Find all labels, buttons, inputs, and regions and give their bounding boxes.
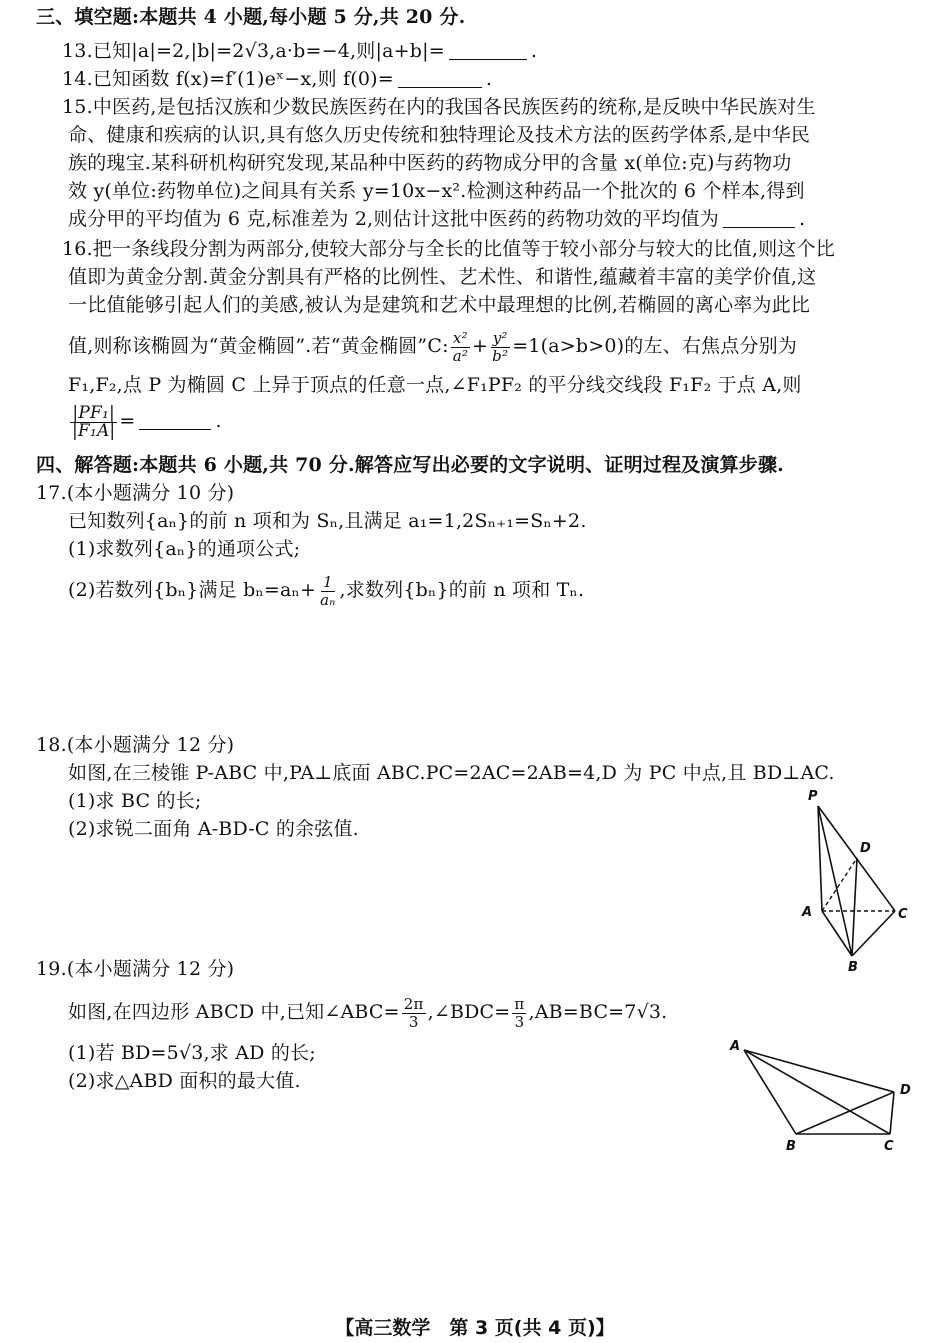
q15-line-5 xyxy=(68,206,918,232)
q16-line-4 xyxy=(68,326,918,366)
q18-part-2: (2)求锐二面角 A-BD-C 的余弦值. xyxy=(68,818,359,840)
q19-stem-text: 如图,在四边形 ABCD 中,已知∠ABC= xyxy=(68,1001,400,1023)
q15-suffix: . xyxy=(798,208,806,230)
label-A: A xyxy=(802,905,813,920)
q16-line-6 xyxy=(68,400,918,442)
q16-equals: = xyxy=(119,410,136,432)
q17-part-2-tail: ,求数列{bₙ}的前 n 项和 Tₙ. xyxy=(339,579,585,601)
q19-stem-tail: ,AB=BC=7√3. xyxy=(528,1001,668,1023)
edge-BD xyxy=(852,858,857,956)
q17-stem: 已知数列{aₙ}的前 n 项和为 Sₙ,且满足 a₁=1,2Sₙ₊₁=Sₙ+2. xyxy=(68,510,587,532)
q15-answer-blank[interactable] xyxy=(723,209,795,228)
q17-title: 17.(本小题满分 10 分) xyxy=(36,482,235,504)
edge-CD xyxy=(890,1092,894,1134)
q15-line-5-text: 成分甲的平均值为 6 克,标准差为 2,则估计这批中医药的药物功效的平均值为 xyxy=(68,208,719,230)
q15-line-4: 效 y(单位:药物单位)之间具有关系 y=10x−x².检测这种药品一个批次的 6 个样本,得到 xyxy=(68,180,805,202)
q19-frac-2-den: 3 xyxy=(514,1012,525,1031)
q17-frac-den: aₙ xyxy=(320,590,336,609)
q19-frac-2pi-3 xyxy=(402,996,426,1031)
q19-title: 19.(本小题满分 12 分) xyxy=(36,958,235,980)
q15-line-3: 族的瑰宝.某科研机构研究发现,某品种中医药的药物成分甲的含量 x(单位:克)与药物功 xyxy=(68,152,792,174)
q16-frac-x xyxy=(451,330,470,365)
q16-line-2: 值即为黄金分割.黄金分割具有严格的比例性、艺术性、和谐性,蕴藏着丰富的美学价值,这 xyxy=(68,266,817,288)
q13-answer-blank[interactable] xyxy=(449,41,527,60)
q17-frac xyxy=(318,574,337,609)
q16-frac-y-num: y² xyxy=(492,328,508,347)
q16-line-4-tail: =1(a>b>0)的左、右焦点分别为 xyxy=(512,335,798,357)
q18-part-1: (1)求 BC 的长; xyxy=(68,790,202,812)
q16-line-1: 16.把一条线段分割为两部分,使较大部分与全长的比值等于较小部分与较大的比值,则这个比 xyxy=(62,238,835,260)
q19-part-2: (2)求△ABD 面积的最大值. xyxy=(68,1070,301,1092)
q16-answer-blank[interactable] xyxy=(139,411,211,430)
question-14 xyxy=(62,66,912,92)
label-B: B xyxy=(786,1139,796,1154)
page-footer: 【高三数学 第 3 页(共 4 页)】 xyxy=(335,1317,615,1339)
label-D: D xyxy=(860,841,871,856)
q16-plus: + xyxy=(472,335,489,357)
edge-BC xyxy=(852,911,895,956)
q16-suffix: . xyxy=(215,410,222,432)
q15-line-1: 15.中医药,是包括汉族和少数民族医药在内的我国各民族医药的统称,是反映中华民族对生 xyxy=(62,96,816,118)
q16-ratio-frac xyxy=(70,402,117,441)
section-3-heading: 三、填空题:本题共 4 小题,每小题 5 分,共 20 分. xyxy=(36,6,466,28)
q16-frac-y xyxy=(490,330,510,365)
q16-frac-x-num: x² xyxy=(452,328,468,347)
q16-line-5: F₁,F₂,点 P 为椭圆 C 上异于顶点的任意一点,∠F₁PF₂ 的平分线交线段 F₁F₂ 于点 A,则 xyxy=(68,374,802,396)
q15-line-2: 命、健康和疾病的认识,具有悠久历史传统和独特理论及技术方法的医药学体系,是中华民 xyxy=(68,124,811,146)
label-P: P xyxy=(808,789,818,804)
q18-tetrahedron-figure xyxy=(790,784,920,974)
diagonal-AC xyxy=(744,1050,890,1134)
q19-stem xyxy=(68,990,918,1034)
q16-ratio-den: |F₁A| xyxy=(72,420,116,441)
q19-quadrilateral-figure xyxy=(724,1036,924,1156)
q14-text: 14.已知函数 f(x)=f′(1)eˣ−x,则 f(0)= xyxy=(62,68,394,90)
q18-stem: 如图,在三棱锥 P-ABC 中,PA⊥底面 ABC.PC=2AC=2AB=4,D 为 PC 中点,且 BD⊥AC. xyxy=(68,762,835,784)
q19-frac-2-num: π xyxy=(514,994,525,1013)
label-C: C xyxy=(884,1139,894,1154)
q16-line-4-text: 值,则称该椭圆为“黄金椭圆”.若“黄金椭圆”C: xyxy=(68,335,449,357)
q14-answer-blank[interactable] xyxy=(398,69,482,88)
q19-frac-1-num: 2π xyxy=(403,994,424,1013)
label-D: D xyxy=(900,1083,911,1098)
question-13 xyxy=(62,38,912,64)
q17-part-2 xyxy=(68,568,918,612)
q16-ratio-num: |PF₁| xyxy=(72,402,115,423)
q16-frac-y-den: b² xyxy=(492,346,509,365)
q14-suffix: . xyxy=(485,68,493,90)
q19-part-1: (1)若 BD=5√3,求 AD 的长; xyxy=(68,1042,316,1064)
q17-part-2-text: (2)若数列{bₙ}满足 bₙ=aₙ+ xyxy=(68,579,317,601)
q17-part-1: (1)求数列{aₙ}的通项公式; xyxy=(68,538,301,560)
label-B: B xyxy=(848,960,858,974)
q13-text: 13.已知|a|=2,|b|=2√3,a·b=−4,则|a+b|= xyxy=(62,40,445,62)
q19-frac-pi-3 xyxy=(512,996,526,1031)
section-4-heading: 四、解答题:本题共 6 小题,共 70 分.解答应写出必要的文字说明、证明过程及演算步骤. xyxy=(36,454,784,476)
q19-stem-mid: ,∠BDC= xyxy=(427,1001,511,1023)
q19-frac-1-den: 3 xyxy=(408,1012,419,1031)
label-A: A xyxy=(730,1039,741,1054)
label-C: C xyxy=(898,907,908,922)
q17-frac-num: 1 xyxy=(322,572,333,591)
q18-title: 18.(本小题满分 12 分) xyxy=(36,734,235,756)
q16-line-3: 一比值能够引起人们的美感,被认为是建筑和艺术中最理想的比例,若椭圆的离心率为此比 xyxy=(68,294,811,316)
q16-frac-x-den: a² xyxy=(452,346,469,365)
q13-suffix: . xyxy=(530,40,538,62)
